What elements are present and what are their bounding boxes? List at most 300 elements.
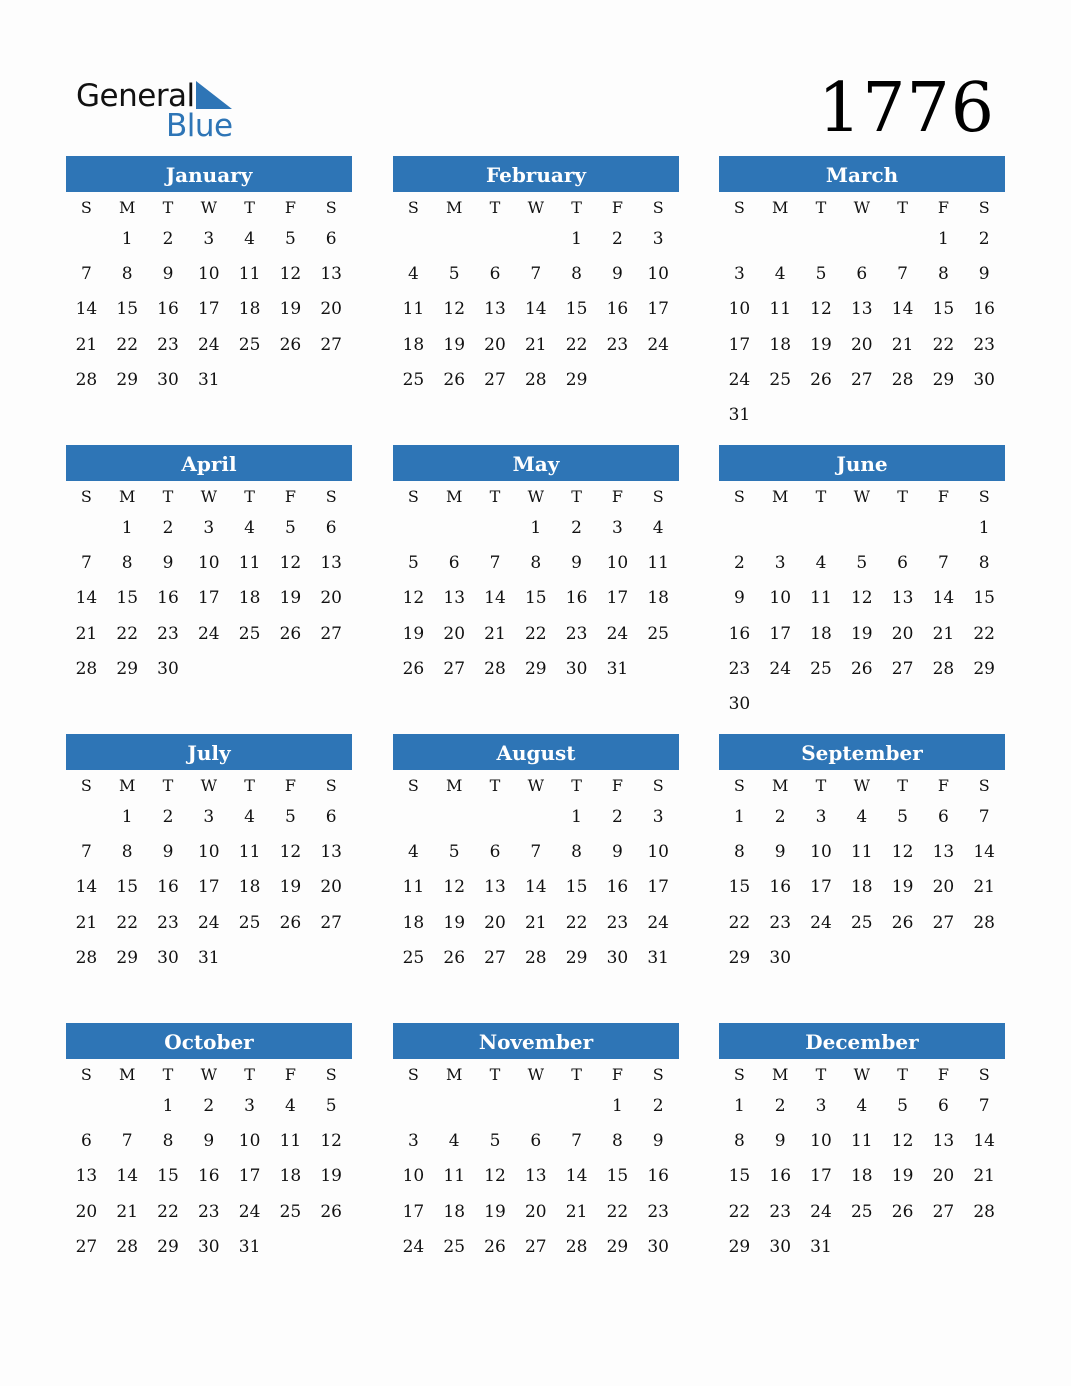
day-cell: 24 <box>769 658 792 679</box>
day-cell: 14 <box>116 1166 139 1187</box>
day-cell: 22 <box>157 1201 179 1222</box>
day-cell: 10 <box>647 264 669 285</box>
day-grid <box>66 801 352 977</box>
day-cell: 23 <box>157 334 179 355</box>
day-cell: 22 <box>606 1201 629 1222</box>
day-cell: 26 <box>279 623 302 644</box>
day-cell: 17 <box>197 299 220 320</box>
day-cell: 28 <box>524 947 547 968</box>
day-cell: 11 <box>402 877 425 898</box>
weekday-label: S <box>407 198 419 217</box>
day-cell: 10 <box>728 299 751 320</box>
weekday-label: T <box>489 776 501 795</box>
day-cell: 10 <box>810 1131 832 1152</box>
day-cell: 3 <box>733 264 745 285</box>
weekday-label: F <box>284 487 296 506</box>
day-cell: 21 <box>932 623 955 644</box>
day-cell: 26 <box>279 912 302 933</box>
weekday-label: T <box>244 198 255 217</box>
month-august <box>393 734 679 977</box>
day-cell: 15 <box>728 1166 751 1187</box>
day-cell: 23 <box>769 912 792 933</box>
weekday-label: M <box>772 776 789 795</box>
day-grid <box>393 1090 679 1266</box>
day-cell: 31 <box>197 947 220 968</box>
day-cell: 17 <box>402 1201 425 1222</box>
weekday-header-row <box>393 481 679 512</box>
day-cell: 23 <box>647 1201 669 1222</box>
day-cell: 2 <box>611 807 623 827</box>
weekday-label: W <box>853 1065 871 1084</box>
day-grid <box>719 512 1005 723</box>
day-cell: 4 <box>815 553 827 574</box>
day-cell: 27 <box>320 334 342 355</box>
weekday-label: T <box>571 776 582 795</box>
day-cell: 8 <box>978 553 990 574</box>
day-cell: 19 <box>279 877 302 898</box>
day-cell: 9 <box>162 842 174 863</box>
weekday-label: F <box>937 776 949 795</box>
day-cell: 13 <box>320 842 342 863</box>
month-header: January <box>66 156 352 192</box>
weekday-label: T <box>244 1065 255 1084</box>
day-cell: 21 <box>524 912 547 933</box>
day-cell: 29 <box>973 658 995 679</box>
day-cell: 17 <box>238 1166 261 1187</box>
day-cell: 4 <box>407 264 419 285</box>
day-cell: 25 <box>647 623 669 644</box>
day-cell: 4 <box>774 264 786 285</box>
day-cell: 13 <box>75 1166 98 1187</box>
weekday-header-row <box>719 481 1005 512</box>
day-cell: 11 <box>238 842 261 863</box>
day-cell: 22 <box>932 334 955 355</box>
day-cell: 8 <box>733 1131 745 1152</box>
weekday-label: T <box>815 1065 827 1084</box>
month-july <box>66 734 352 977</box>
empty-day-cell <box>393 512 434 547</box>
weekday-label: T <box>815 487 827 506</box>
empty-day-cell <box>393 223 434 258</box>
logo-word-general: General <box>76 78 195 114</box>
day-cell: 27 <box>320 912 342 933</box>
day-cell: 6 <box>325 518 337 538</box>
day-cell: 14 <box>973 1131 995 1152</box>
day-cell: 21 <box>75 334 98 355</box>
month-february <box>393 156 679 399</box>
day-cell: 18 <box>850 877 873 898</box>
day-grid <box>393 801 679 977</box>
empty-day-cell <box>66 223 107 258</box>
day-cell: 2 <box>162 229 174 249</box>
weekday-label: F <box>611 776 623 795</box>
weekday-label: S <box>978 776 990 795</box>
day-cell: 19 <box>850 623 873 644</box>
empty-day-cell <box>515 223 556 258</box>
day-cell: 22 <box>524 623 547 644</box>
weekday-label: S <box>80 776 92 795</box>
empty-day-cell <box>434 223 475 258</box>
weekday-label: M <box>446 776 463 795</box>
empty-day-cell <box>66 801 107 836</box>
day-cell: 9 <box>652 1131 664 1152</box>
day-cell: 20 <box>320 588 342 609</box>
day-cell: 1 <box>611 1096 623 1116</box>
day-cell: 12 <box>891 1131 914 1152</box>
month-header: September <box>719 734 1005 770</box>
day-cell: 24 <box>197 912 220 933</box>
day-cell: 5 <box>856 553 868 574</box>
day-cell: 4 <box>244 807 255 827</box>
day-cell: 26 <box>891 1201 914 1222</box>
weekday-label: S <box>325 198 337 217</box>
day-cell: 23 <box>606 334 629 355</box>
weekday-label: T <box>571 198 582 217</box>
weekday-label: S <box>652 198 664 217</box>
day-cell: 11 <box>810 588 832 609</box>
day-cell: 4 <box>856 807 868 827</box>
weekday-label: S <box>325 487 337 506</box>
day-cell: 18 <box>238 588 261 609</box>
day-cell: 11 <box>238 264 261 285</box>
weekday-label: F <box>937 487 949 506</box>
weekday-label: T <box>244 487 255 506</box>
weekday-label: T <box>897 198 908 217</box>
day-cell: 2 <box>162 518 174 538</box>
day-cell: 2 <box>774 1096 786 1116</box>
empty-day-cell <box>434 801 475 836</box>
day-cell: 3 <box>244 1096 255 1116</box>
weekday-label: S <box>978 487 990 506</box>
weekday-label: F <box>284 1065 296 1084</box>
empty-day-cell <box>393 1090 434 1125</box>
day-cell: 4 <box>244 229 255 249</box>
day-cell: 10 <box>769 588 792 609</box>
day-cell: 7 <box>80 264 92 285</box>
weekday-label: T <box>489 487 501 506</box>
day-cell: 7 <box>571 1131 582 1152</box>
day-grid <box>719 1090 1005 1266</box>
day-cell: 26 <box>320 1201 342 1222</box>
day-cell: 5 <box>897 807 908 827</box>
day-cell: 25 <box>402 947 425 968</box>
day-cell: 22 <box>728 1201 751 1222</box>
day-cell: 7 <box>978 1096 990 1116</box>
day-cell: 23 <box>728 658 751 679</box>
day-cell: 22 <box>116 334 139 355</box>
empty-day-cell <box>66 1090 107 1125</box>
day-cell: 17 <box>769 623 792 644</box>
month-header: May <box>393 445 679 481</box>
day-cell: 3 <box>611 518 623 538</box>
day-cell: 6 <box>489 842 501 863</box>
day-cell: 30 <box>728 693 751 714</box>
empty-day-cell <box>719 223 760 258</box>
day-cell: 30 <box>973 369 995 390</box>
day-cell: 3 <box>815 1096 827 1116</box>
empty-day-cell <box>515 801 556 836</box>
day-cell: 1 <box>978 518 990 538</box>
day-cell: 12 <box>891 842 914 863</box>
day-cell: 1 <box>733 807 745 827</box>
day-cell: 25 <box>810 658 832 679</box>
logo-word-blue: Blue <box>166 108 233 144</box>
day-cell: 9 <box>162 553 174 574</box>
day-cell: 15 <box>565 877 588 898</box>
day-cell: 25 <box>238 912 261 933</box>
weekday-label: F <box>611 1065 623 1084</box>
day-cell: 9 <box>571 553 582 574</box>
day-cell: 12 <box>279 842 302 863</box>
day-cell: 5 <box>284 518 296 538</box>
day-cell: 13 <box>850 299 873 320</box>
day-cell: 14 <box>524 877 547 898</box>
day-cell: 13 <box>320 553 342 574</box>
day-cell: 24 <box>606 623 629 644</box>
day-cell: 9 <box>611 842 623 863</box>
day-cell: 18 <box>238 877 261 898</box>
weekday-label: W <box>853 198 871 217</box>
day-cell: 17 <box>810 1166 832 1187</box>
day-cell: 25 <box>279 1201 302 1222</box>
day-cell: 23 <box>973 334 995 355</box>
weekday-label: T <box>162 487 174 506</box>
weekday-label: S <box>325 776 337 795</box>
weekday-header-row <box>393 192 679 223</box>
day-cell: 1 <box>937 229 949 249</box>
day-cell: 29 <box>116 658 139 679</box>
day-cell: 17 <box>606 588 629 609</box>
weekday-label: S <box>978 1065 990 1084</box>
empty-day-cell <box>393 801 434 836</box>
empty-day-cell <box>475 1090 516 1125</box>
empty-day-cell <box>434 1090 475 1125</box>
day-cell: 5 <box>815 264 827 285</box>
day-cell: 7 <box>897 264 908 285</box>
day-cell: 18 <box>850 1166 873 1187</box>
day-cell: 16 <box>565 588 588 609</box>
day-cell: 27 <box>320 623 342 644</box>
day-cell: 23 <box>565 623 588 644</box>
weekday-label: T <box>897 1065 908 1084</box>
day-cell: 5 <box>448 264 460 285</box>
day-cell: 21 <box>565 1201 588 1222</box>
day-cell: 1 <box>121 807 133 827</box>
day-cell: 20 <box>932 877 955 898</box>
day-cell: 9 <box>774 842 786 863</box>
day-grid <box>66 223 352 399</box>
day-cell: 16 <box>157 588 179 609</box>
weekday-label: M <box>772 1065 789 1084</box>
day-cell: 28 <box>116 1236 139 1257</box>
month-header: November <box>393 1023 679 1059</box>
day-cell: 27 <box>75 1236 98 1257</box>
day-cell: 26 <box>443 369 466 390</box>
day-cell: 14 <box>484 588 506 609</box>
weekday-label: S <box>407 776 419 795</box>
day-cell: 10 <box>238 1131 261 1152</box>
weekday-label: S <box>80 198 92 217</box>
day-cell: 8 <box>571 842 582 863</box>
day-cell: 24 <box>810 912 832 933</box>
day-cell: 7 <box>80 842 92 863</box>
day-cell: 17 <box>197 588 220 609</box>
day-cell: 9 <box>203 1131 215 1152</box>
day-cell: 6 <box>80 1131 92 1152</box>
day-cell: 10 <box>647 842 669 863</box>
day-cell: 25 <box>402 369 425 390</box>
day-cell: 27 <box>932 1201 955 1222</box>
day-cell: 30 <box>769 947 792 968</box>
day-cell: 17 <box>647 877 669 898</box>
day-cell: 9 <box>162 264 174 285</box>
day-cell: 6 <box>937 807 949 827</box>
day-cell: 13 <box>443 588 466 609</box>
day-cell: 15 <box>116 877 139 898</box>
day-cell: 22 <box>565 334 588 355</box>
month-april <box>66 445 352 688</box>
day-cell: 18 <box>647 588 669 609</box>
day-cell: 10 <box>810 842 832 863</box>
day-cell: 12 <box>443 299 466 320</box>
day-cell: 13 <box>484 877 506 898</box>
weekday-label: M <box>772 487 789 506</box>
day-cell: 13 <box>484 299 506 320</box>
day-cell: 30 <box>157 369 179 390</box>
weekday-label: F <box>937 1065 949 1084</box>
empty-day-cell <box>882 512 923 547</box>
day-cell: 24 <box>647 334 669 355</box>
weekday-header-row <box>719 770 1005 801</box>
empty-day-cell <box>801 512 842 547</box>
day-cell: 29 <box>116 369 139 390</box>
day-cell: 14 <box>973 842 995 863</box>
day-cell: 18 <box>238 299 261 320</box>
day-cell: 11 <box>850 842 873 863</box>
month-september <box>719 734 1005 977</box>
day-cell: 26 <box>443 947 466 968</box>
day-cell: 19 <box>279 588 302 609</box>
day-cell: 16 <box>973 299 995 320</box>
day-cell: 16 <box>769 1166 792 1187</box>
day-cell: 16 <box>728 623 751 644</box>
calendar-year: 1776 <box>817 69 995 148</box>
empty-day-cell <box>841 223 882 258</box>
day-cell: 14 <box>891 299 914 320</box>
day-grid <box>393 512 679 688</box>
weekday-label: S <box>733 1065 745 1084</box>
day-cell: 20 <box>932 1166 955 1187</box>
day-cell: 24 <box>728 369 751 390</box>
day-cell: 30 <box>157 947 179 968</box>
day-cell: 31 <box>197 369 220 390</box>
month-october <box>66 1023 352 1266</box>
day-cell: 20 <box>320 877 342 898</box>
day-cell: 21 <box>891 334 914 355</box>
day-cell: 10 <box>197 842 220 863</box>
day-cell: 12 <box>279 264 302 285</box>
day-cell: 1 <box>530 518 542 538</box>
day-cell: 7 <box>489 553 501 574</box>
empty-day-cell <box>515 1090 556 1125</box>
weekday-label: M <box>772 198 789 217</box>
empty-day-cell <box>475 223 516 258</box>
weekday-label: W <box>200 1065 218 1084</box>
empty-day-cell <box>475 512 516 547</box>
weekday-label: W <box>200 487 218 506</box>
day-cell: 5 <box>448 842 460 863</box>
day-cell: 4 <box>407 842 419 863</box>
day-cell: 8 <box>121 264 133 285</box>
weekday-label: S <box>652 1065 664 1084</box>
day-cell: 8 <box>937 264 949 285</box>
day-cell: 15 <box>728 877 751 898</box>
day-cell: 3 <box>774 553 786 574</box>
day-cell: 4 <box>652 518 664 538</box>
weekday-label: W <box>853 487 871 506</box>
weekday-header-row <box>66 770 352 801</box>
weekday-label: S <box>978 198 990 217</box>
day-cell: 6 <box>325 807 337 827</box>
weekday-label: F <box>284 776 296 795</box>
day-cell: 15 <box>157 1166 179 1187</box>
weekday-label: W <box>527 198 545 217</box>
weekday-label: S <box>325 1065 337 1084</box>
weekday-label: T <box>489 198 501 217</box>
day-cell: 10 <box>606 553 629 574</box>
weekday-header-row <box>66 1059 352 1090</box>
day-cell: 30 <box>197 1236 220 1257</box>
weekday-label: W <box>200 776 218 795</box>
weekday-header-row <box>66 192 352 223</box>
weekday-label: M <box>446 1065 463 1084</box>
day-cell: 18 <box>443 1201 466 1222</box>
day-cell: 30 <box>606 947 629 968</box>
day-cell: 29 <box>932 369 955 390</box>
empty-day-cell <box>801 223 842 258</box>
day-cell: 18 <box>279 1166 302 1187</box>
day-cell: 21 <box>75 912 98 933</box>
weekday-label: T <box>571 487 582 506</box>
day-cell: 7 <box>121 1131 133 1152</box>
weekday-label: F <box>611 487 623 506</box>
day-cell: 1 <box>121 518 133 538</box>
day-cell: 12 <box>320 1131 342 1152</box>
empty-day-cell <box>434 512 475 547</box>
day-cell: 19 <box>443 334 466 355</box>
day-cell: 2 <box>203 1096 215 1116</box>
day-cell: 22 <box>116 623 139 644</box>
day-cell: 24 <box>197 334 220 355</box>
day-cell: 29 <box>728 947 751 968</box>
weekday-label: S <box>733 776 745 795</box>
day-cell: 7 <box>937 553 949 574</box>
day-cell: 8 <box>733 842 745 863</box>
weekday-label: T <box>162 776 174 795</box>
day-cell: 31 <box>728 404 751 425</box>
day-cell: 13 <box>524 1166 547 1187</box>
day-cell: 28 <box>973 912 995 933</box>
month-header: June <box>719 445 1005 481</box>
day-cell: 20 <box>850 334 873 355</box>
day-cell: 13 <box>320 264 342 285</box>
day-cell: 19 <box>484 1201 506 1222</box>
weekday-label: T <box>489 1065 501 1084</box>
day-cell: 8 <box>571 264 582 285</box>
weekday-header-row <box>719 1059 1005 1090</box>
day-cell: 17 <box>810 877 832 898</box>
weekday-label: F <box>937 198 949 217</box>
